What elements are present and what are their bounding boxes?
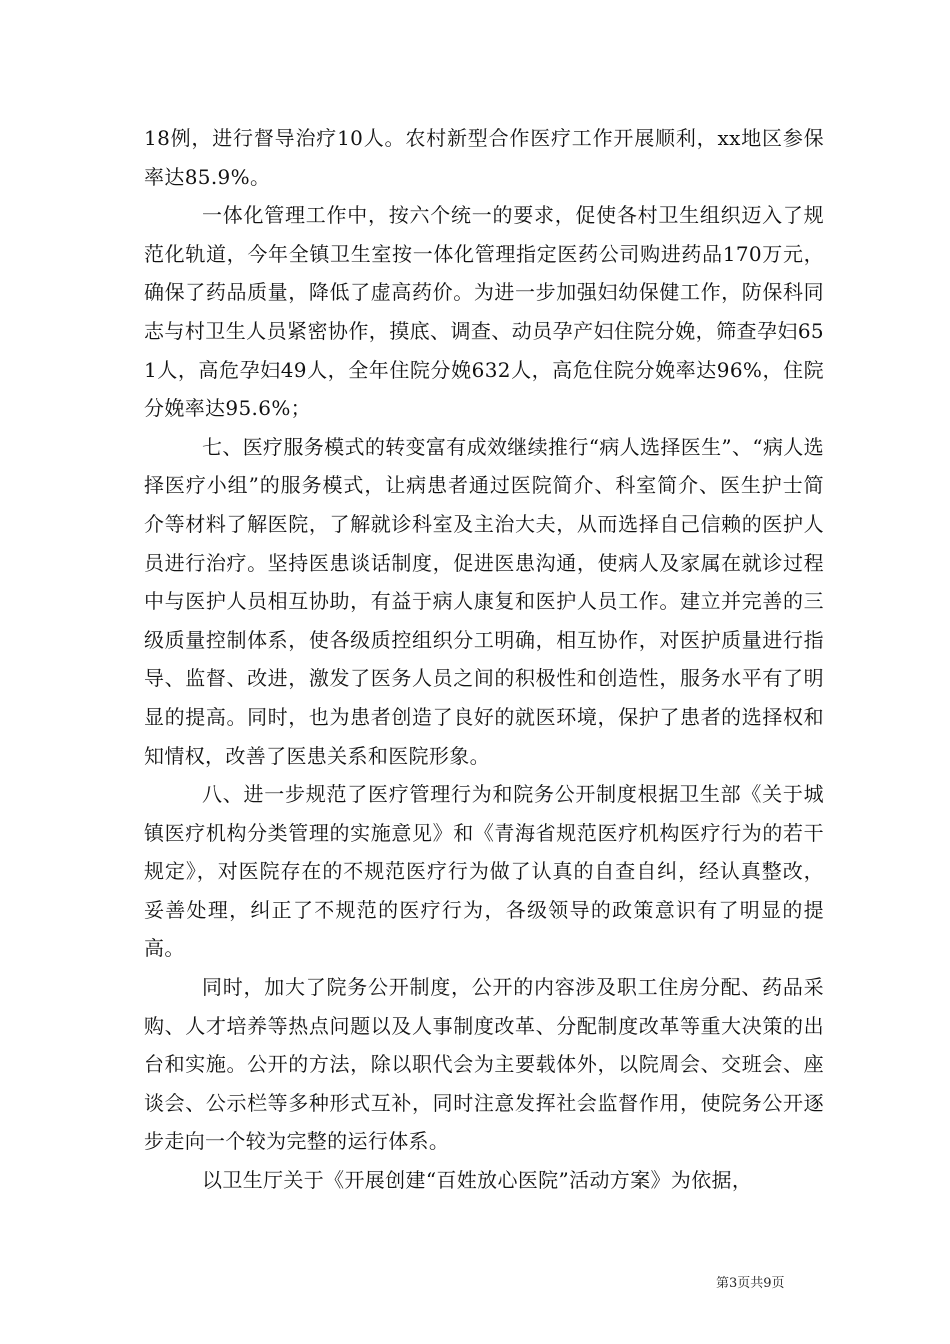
paragraph-continuation: 18例，进行督导治疗10人。农村新型合作医疗工作开展顺利，xx地区参保率达85.9%。 — [144, 126, 824, 189]
paragraph-hospital-affairs: 同时，加大了院务公开制度，公开的内容涉及职工住房分配、药品采购、人才培养等热点问题以及人事制度改革、分配制度改革等重大决策的出台和实施。公开的方法，除以职代会为主要载体外，以院周会、交班会、座谈会、公示栏等多种形式互补，同时注意发挥社会监督作用，使院务公开逐步走向一个较为完整的运行体系。 — [144, 975, 824, 1154]
paragraph-integrated-management: 一体化管理工作中，按六个统一的要求，促使各村卫生组织迈入了规范化轨道，今年全镇卫生室按一体化管理指定医药公司购进药品170万元，确保了药品质量，降低了虚高药价。为进一步加强妇幼保健工作，防保科同志与村卫生人员紧密协作，摸底、调查、动员孕产妇住院分娩，筛查孕妇651人，高危孕妇49人，全年住院分娩632人，高危住院分娩率达96%，住院分娩率达95.6%； — [144, 203, 824, 421]
paragraph-medical-management: 八、进一步规范了医疗管理行为和院务公开制度根据卫生部《关于城镇医疗机构分类管理的实施意见》和《青海省规范医疗机构医疗行为的若干规定》，对医院存在的不规范医疗行为做了认真的自查自纠，经认真整改，妥善处理，纠正了不规范的医疗行为，各级领导的政策意识有了明显的提高。 — [144, 782, 824, 961]
paragraph-service-model: 七、医疗服务模式的转变富有成效继续推行“病人选择医生”、“病人选择医疗小组”的服务模式，让病患者通过医院简介、科室简介、医生护士简介等材料了解医院，了解就诊科室及主治大夫，从而选择自己信赖的医护人员进行治疗。坚持医患谈话制度，促进医患沟通，使病人及家属在就诊过程中与医护人员相互协助，有益于病人康复和医护人员工作。建立并完善的三级质量控制体系，使各级质控组织分工明确，相互协作，对医护质量进行指导、监督、改进，激发了医务人员之间的积极性和创造性，服务水平有了明显的提高。同时，也为患者创造了良好的就医环境，保护了患者的选择权和知情权，改善了医患关系和医院形象。 — [144, 434, 824, 768]
document-body — [144, 119, 824, 1200]
paragraph-health-department: 以卫生厅关于《开展创建“百姓放心医院”活动方案》为依据， — [202, 1168, 753, 1193]
page-number: 第3页共9页 — [716, 1276, 785, 1291]
